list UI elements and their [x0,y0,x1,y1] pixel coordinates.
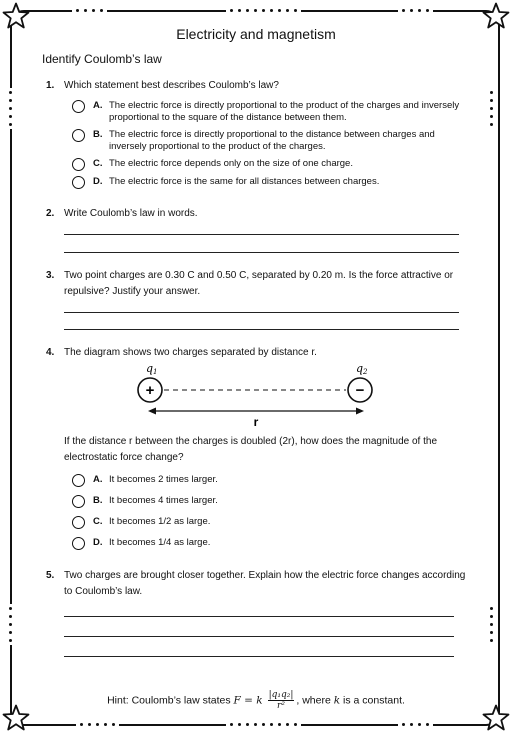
option-text: The electric force is the same for all distances between charges. [109,176,380,187]
answer-line[interactable] [64,234,459,235]
option-letter: B. [93,495,103,506]
followup-text: If the distance r between the charges is doubled (2r), how does the magnitude of the electrostatic force change? [64,436,438,463]
question-4 [46,345,466,361]
radio-button[interactable] [72,176,85,189]
hint-numerator: |q₁q₂| [268,690,294,700]
question-text: Two point charges are 0.30 C and 0.50 C, separated by 0.20 m. Is the force attractive or repulsive? Justify your answer. [64,270,454,297]
option-text: It becomes 1/2 as large. [109,516,211,527]
answer-option-c[interactable] [72,158,466,171]
dots-decoration [9,604,12,645]
question-number: 3. [46,270,55,281]
answer-option-d[interactable] [72,176,466,189]
answer-option-b[interactable] [72,129,466,153]
arrow-head-icon [148,408,156,415]
question-text: Which statement best describes Coulomb’s law? [64,80,279,91]
option-text: The electric force is directly proportional to the product of the charges and inversely proportional to the square of the distance between them. [109,100,460,123]
answer-line[interactable] [64,312,459,313]
radio-button[interactable] [72,129,85,142]
question-number: 2. [46,208,55,219]
arrow-head-icon [356,408,364,415]
dots-decoration [226,9,301,12]
option-letter: A. [93,474,103,485]
dots-decoration [9,88,12,129]
charges-diagram [130,364,390,434]
answer-option-b[interactable] [72,495,464,508]
option-text: It becomes 2 times larger. [109,474,218,485]
hint-fraction [268,690,295,711]
hint-formula-lhs: F = k [233,694,263,707]
answer-line[interactable] [64,252,459,253]
answer-line[interactable] [64,329,459,330]
hint-prefix: Hint: Coulomb’s law states [107,694,234,707]
option-letter: D. [93,176,103,187]
option-letter: C. [93,516,103,527]
answer-option-d[interactable] [72,537,464,550]
option-text: It becomes 4 times larger. [109,495,218,506]
worksheet-title: Electricity and magnetism [176,26,336,42]
option-letter: D. [93,537,103,548]
hint-suffix: , where [296,694,334,707]
distance-label: r [253,415,259,429]
radio-button[interactable] [72,474,85,487]
question-number: 4. [46,347,55,358]
hint-constant: k [333,694,341,707]
question-3 [46,268,466,300]
dots-decoration [398,9,433,12]
option-letter: A. [93,100,103,111]
answer-option-a[interactable] [72,474,464,487]
option-text: The electric force is directly proportional to the distance between charges and inversely proportional to the product of the charges. [109,129,435,152]
q1-label: q1 [146,362,158,376]
option-letter: B. [93,129,103,140]
answer-line[interactable] [64,616,454,617]
hint-suffix-end: is a constant. [340,694,405,707]
radio-button[interactable] [72,516,85,529]
dots-decoration [226,723,301,726]
dots-decoration [490,88,493,129]
question-2 [46,206,466,222]
dots-decoration [76,723,119,726]
positive-sign: + [145,382,155,399]
question-1 [46,78,466,194]
hint [0,690,512,711]
answer-line[interactable] [64,636,454,637]
worksheet-subtitle: Identify Coulomb’s law [42,52,162,66]
question-4-followup [64,434,464,558]
hint-denominator: r² [277,701,285,711]
radio-button[interactable] [72,158,85,171]
question-number: 5. [46,570,55,581]
dots-decoration [490,604,493,645]
question-number: 1. [46,80,55,91]
negative-sign: − [355,382,365,399]
radio-button[interactable] [72,537,85,550]
option-letter: C. [93,158,103,169]
question-text: The diagram shows two charges separated by distance r. [64,347,317,358]
answer-line[interactable] [64,656,454,657]
answer-option-a[interactable] [72,100,466,124]
radio-button[interactable] [72,495,85,508]
answer-option-c[interactable] [72,516,464,529]
dots-decoration [398,723,433,726]
radio-button[interactable] [72,100,85,113]
question-5 [46,568,466,600]
option-text: It becomes 1/4 as large. [109,537,211,548]
q2-label: q2 [356,362,368,376]
question-text: Two charges are brought closer together. Explain how the electric force changes according to Coulomb’s law. [64,570,466,597]
dots-decoration [72,9,107,12]
question-text: Write Coulomb’s law in words. [64,208,198,219]
option-text: The electric force depends only on the size of one charge. [109,158,353,169]
